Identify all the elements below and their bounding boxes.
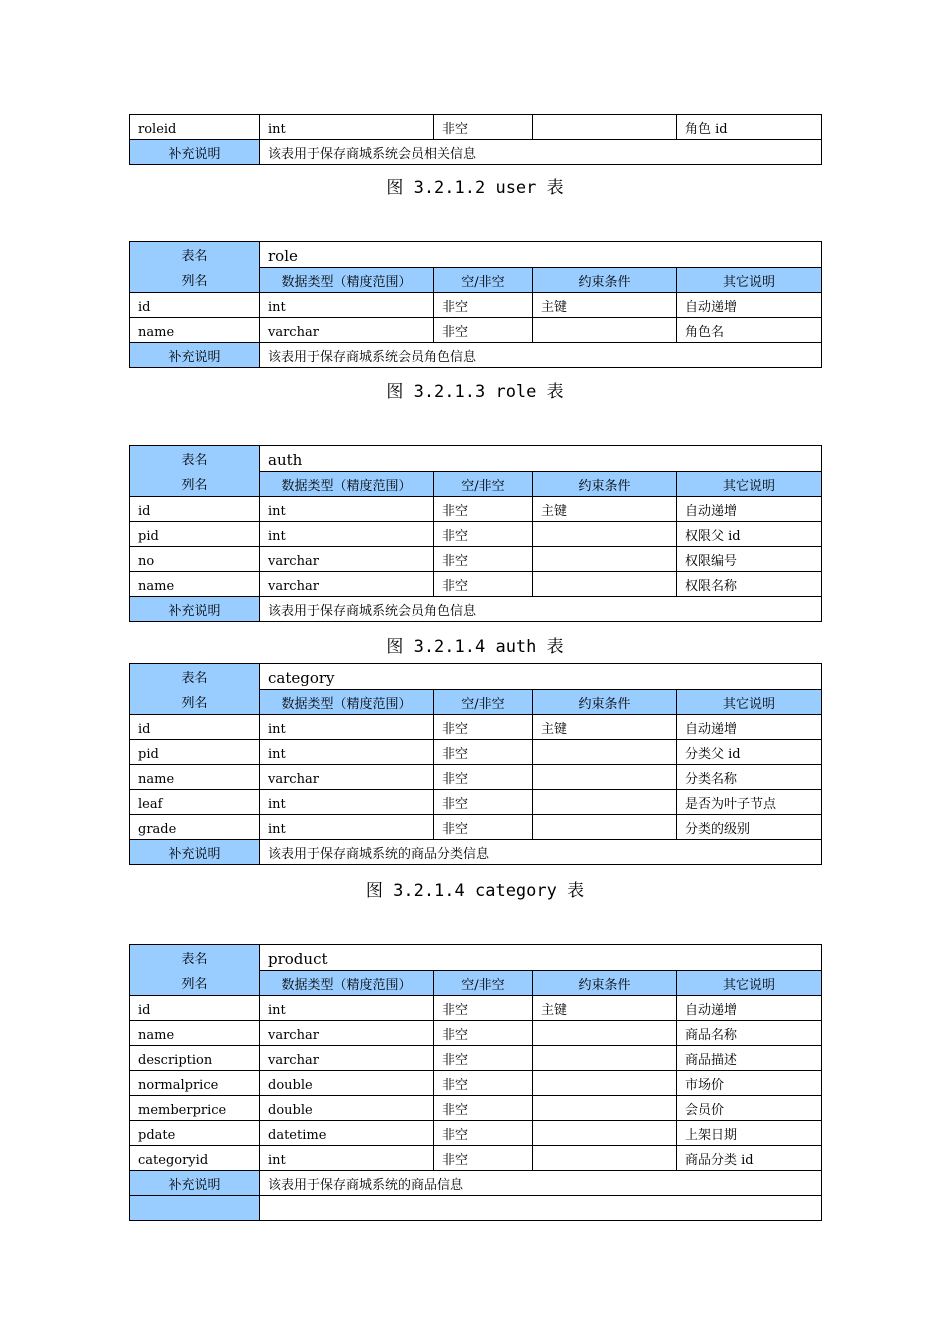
other-cell: 分类的级别 <box>677 815 822 840</box>
constraint-cell <box>533 572 677 597</box>
constraint-cell <box>533 790 677 815</box>
constraint-cell <box>533 740 677 765</box>
other-cell: 权限编号 <box>677 547 822 572</box>
user-rows <box>130 115 822 140</box>
table-name: product <box>260 945 822 971</box>
table-row <box>130 996 822 1021</box>
constraint-cell <box>533 765 677 790</box>
table-row <box>130 522 822 547</box>
column-name-label: 列名 <box>181 274 208 289</box>
data-type-header: 数据类型（精度范围） <box>260 471 434 497</box>
other-cell: 自动递增 <box>677 996 822 1021</box>
note-row <box>130 140 822 165</box>
data-type-cell: int <box>260 522 434 547</box>
role-rows <box>130 293 822 343</box>
constraint-cell <box>533 115 677 140</box>
empty-label-cell <box>130 1196 260 1221</box>
constraint-cell <box>533 318 677 343</box>
constraint-cell: 主键 <box>533 497 677 522</box>
data-type-cell: int <box>260 790 434 815</box>
header-label-cell <box>130 446 260 497</box>
column-name-label: 列名 <box>181 696 208 711</box>
other-header: 其它说明 <box>677 471 822 497</box>
nullable-cell: 非空 <box>434 572 533 597</box>
table-row <box>130 115 822 140</box>
column-name-label: 列名 <box>181 977 208 992</box>
nullable-cell: 非空 <box>434 715 533 740</box>
other-cell: 角色名 <box>677 318 822 343</box>
other-cell: 商品分类 id <box>677 1146 822 1171</box>
other-cell: 权限名称 <box>677 572 822 597</box>
note-row <box>130 840 822 865</box>
nullable-cell: 非空 <box>434 547 533 572</box>
column-name-cell: leaf <box>130 790 260 815</box>
role-table-caption: 图 3.2.1.3 role 表 <box>386 382 564 402</box>
product-table <box>129 944 822 1221</box>
constraint-cell <box>533 1046 677 1071</box>
column-name-cell: id <box>130 293 260 318</box>
table-name-row <box>130 242 822 268</box>
table-name: auth <box>260 446 822 472</box>
supplement-label: 补充说明 <box>130 343 260 368</box>
column-name-cell: normalprice <box>130 1071 260 1096</box>
table-name-label: 表名 <box>181 952 208 967</box>
table-row <box>130 765 822 790</box>
constraint-cell <box>533 522 677 547</box>
empty-row <box>130 1196 822 1221</box>
nullable-cell: 非空 <box>434 1121 533 1146</box>
column-name-cell: name <box>130 1021 260 1046</box>
nullable-header: 空/非空 <box>434 689 533 715</box>
table-note: 该表用于保存商城系统会员相关信息 <box>260 140 822 165</box>
nullable-cell: 非空 <box>434 1021 533 1046</box>
nullable-cell: 非空 <box>434 497 533 522</box>
table-row <box>130 547 822 572</box>
table-row <box>130 497 822 522</box>
table-name-label: 表名 <box>181 249 208 264</box>
table-row <box>130 1046 822 1071</box>
category-table-caption: 图 3.2.1.4 category 表 <box>365 881 585 901</box>
column-name-cell: pid <box>130 522 260 547</box>
header-label-cell <box>130 945 260 996</box>
nullable-cell: 非空 <box>434 522 533 547</box>
constraint-cell: 主键 <box>533 715 677 740</box>
column-name-cell: pdate <box>130 1121 260 1146</box>
column-name-cell: pid <box>130 740 260 765</box>
data-type-cell: varchar <box>260 1046 434 1071</box>
constraint-cell <box>533 1071 677 1096</box>
data-type-cell: varchar <box>260 318 434 343</box>
table-note: 该表用于保存商城系统的商品分类信息 <box>260 840 822 865</box>
column-name-cell: name <box>130 765 260 790</box>
column-name-cell: id <box>130 996 260 1021</box>
table-name: category <box>260 664 822 690</box>
table-name-row <box>130 664 822 690</box>
constraint-cell <box>533 547 677 572</box>
constraint-cell <box>533 1021 677 1046</box>
table-name-label: 表名 <box>181 453 208 468</box>
other-cell: 权限父 id <box>677 522 822 547</box>
table-row <box>130 790 822 815</box>
constraint-cell <box>533 1146 677 1171</box>
nullable-header: 空/非空 <box>434 970 533 996</box>
column-name-cell: memberprice <box>130 1096 260 1121</box>
empty-cell <box>260 1196 822 1221</box>
data-type-cell: int <box>260 815 434 840</box>
table-row <box>130 572 822 597</box>
data-type-cell: int <box>260 115 434 140</box>
supplement-label: 补充说明 <box>130 140 260 165</box>
data-type-cell: int <box>260 1146 434 1171</box>
constraint-header: 约束条件 <box>533 689 677 715</box>
column-name-cell: name <box>130 318 260 343</box>
nullable-cell: 非空 <box>434 815 533 840</box>
nullable-cell: 非空 <box>434 765 533 790</box>
table-name: role <box>260 242 822 268</box>
nullable-cell: 非空 <box>434 318 533 343</box>
nullable-cell: 非空 <box>434 1146 533 1171</box>
table-note: 该表用于保存商城系统的商品信息 <box>260 1171 822 1196</box>
other-cell: 商品名称 <box>677 1021 822 1046</box>
table-row <box>130 1096 822 1121</box>
nullable-cell: 非空 <box>434 1046 533 1071</box>
other-header: 其它说明 <box>677 970 822 996</box>
table-name-row <box>130 446 822 472</box>
category-rows <box>130 715 822 840</box>
other-cell: 自动递增 <box>677 293 822 318</box>
note-row <box>130 343 822 368</box>
table-note: 该表用于保存商城系统会员角色信息 <box>260 343 822 368</box>
column-name-cell: id <box>130 715 260 740</box>
column-name-cell: roleid <box>130 115 260 140</box>
nullable-cell: 非空 <box>434 293 533 318</box>
table-name-label: 表名 <box>181 671 208 686</box>
other-cell: 分类名称 <box>677 765 822 790</box>
nullable-cell: 非空 <box>434 740 533 765</box>
data-type-cell: int <box>260 293 434 318</box>
supplement-label: 补充说明 <box>130 597 260 622</box>
table-row <box>130 1121 822 1146</box>
nullable-cell: 非空 <box>434 790 533 815</box>
data-type-cell: varchar <box>260 1021 434 1046</box>
data-type-cell: varchar <box>260 572 434 597</box>
constraint-header: 约束条件 <box>533 267 677 293</box>
data-type-cell: int <box>260 497 434 522</box>
data-type-cell: double <box>260 1071 434 1096</box>
user-table-caption: 图 3.2.1.2 user 表 <box>386 178 564 198</box>
constraint-cell: 主键 <box>533 293 677 318</box>
auth-rows <box>130 497 822 597</box>
header-label-cell <box>130 242 260 293</box>
other-cell: 分类父 id <box>677 740 822 765</box>
other-cell: 是否为叶子节点 <box>677 790 822 815</box>
column-name-cell: grade <box>130 815 260 840</box>
constraint-header: 约束条件 <box>533 970 677 996</box>
other-cell: 商品描述 <box>677 1046 822 1071</box>
table-row <box>130 715 822 740</box>
data-type-cell: int <box>260 996 434 1021</box>
column-name-cell: categoryid <box>130 1146 260 1171</box>
nullable-cell: 非空 <box>434 1071 533 1096</box>
other-header: 其它说明 <box>677 689 822 715</box>
table-note: 该表用于保存商城系统会员角色信息 <box>260 597 822 622</box>
data-type-cell: int <box>260 740 434 765</box>
data-type-header: 数据类型（精度范围） <box>260 970 434 996</box>
other-cell: 角色 id <box>677 115 822 140</box>
table-row <box>130 318 822 343</box>
column-name-cell: id <box>130 497 260 522</box>
constraint-cell <box>533 1121 677 1146</box>
constraint-cell <box>533 815 677 840</box>
constraint-cell: 主键 <box>533 996 677 1021</box>
auth-table-caption: 图 3.2.1.4 auth 表 <box>386 637 564 657</box>
table-row <box>130 740 822 765</box>
role-table <box>129 241 822 368</box>
nullable-cell: 非空 <box>434 1096 533 1121</box>
data-type-cell: varchar <box>260 765 434 790</box>
header-label-cell <box>130 664 260 715</box>
nullable-cell: 非空 <box>434 115 533 140</box>
supplement-label: 补充说明 <box>130 840 260 865</box>
data-type-cell: varchar <box>260 547 434 572</box>
other-header: 其它说明 <box>677 267 822 293</box>
column-name-cell: description <box>130 1046 260 1071</box>
data-type-header: 数据类型（精度范围） <box>260 267 434 293</box>
other-cell: 会员价 <box>677 1096 822 1121</box>
product-rows <box>130 996 822 1171</box>
constraint-header: 约束条件 <box>533 471 677 497</box>
category-table <box>129 663 822 865</box>
other-cell: 市场价 <box>677 1071 822 1096</box>
table-row <box>130 815 822 840</box>
other-cell: 自动递增 <box>677 715 822 740</box>
data-type-header: 数据类型（精度范围） <box>260 689 434 715</box>
nullable-cell: 非空 <box>434 996 533 1021</box>
nullable-header: 空/非空 <box>434 267 533 293</box>
constraint-cell <box>533 1096 677 1121</box>
table-row <box>130 1021 822 1046</box>
nullable-header: 空/非空 <box>434 471 533 497</box>
other-cell: 上架日期 <box>677 1121 822 1146</box>
column-name-label: 列名 <box>181 478 208 493</box>
note-row <box>130 597 822 622</box>
table-row <box>130 293 822 318</box>
data-type-cell: int <box>260 715 434 740</box>
table-row <box>130 1146 822 1171</box>
table-row <box>130 1071 822 1096</box>
column-name-cell: no <box>130 547 260 572</box>
other-cell: 自动递增 <box>677 497 822 522</box>
note-row <box>130 1171 822 1196</box>
auth-table <box>129 445 822 622</box>
data-type-cell: double <box>260 1096 434 1121</box>
column-name-cell: name <box>130 572 260 597</box>
table-name-row <box>130 945 822 971</box>
supplement-label: 补充说明 <box>130 1171 260 1196</box>
data-type-cell: datetime <box>260 1121 434 1146</box>
user-table-tail <box>129 114 822 165</box>
